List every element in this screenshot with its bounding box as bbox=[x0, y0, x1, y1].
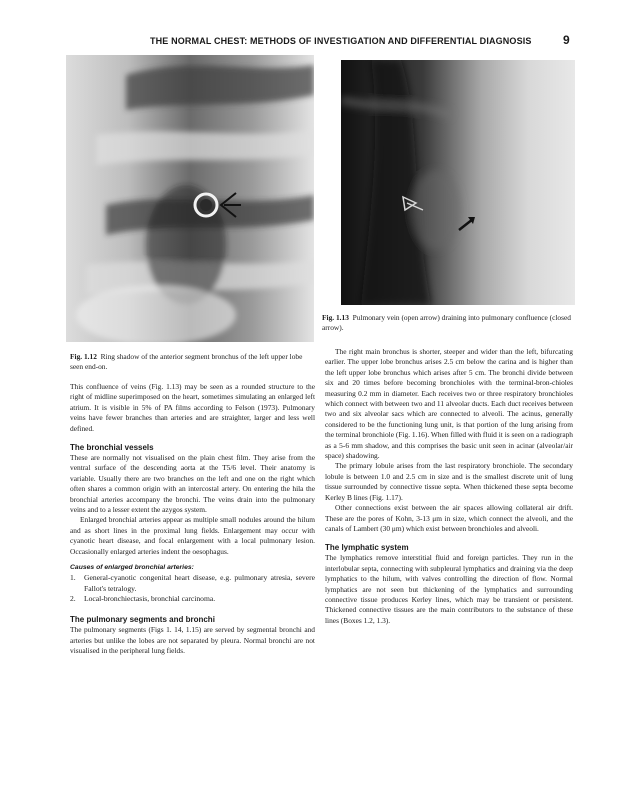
bronchi-paragraph: The right main bronchus is shorter, steeper and wider than the left, bifurcating earlier. The upper lobe bronchus arises 2.5 cm below the carina and is higher than the left upper lobe bronchus which arises after 5 cm. The bronchi divide between six and 20 times before becoming bronchioles with the terminal-bron-chioles measuring 0.2 mm in diameter. Each receives two or three respiratory bronchioles which connect with between two and 11 alveolar ducts. Each duct receives between two and six alveolar sacs which are connected to alveoli. The acinus, generally considered to be the functioning lung unit, is that portion of the lung arising from the terminal bronchiole (Fig. 1.16). When filled with fluid it is seen on a radiograph as a 5-6 mm shadow, and this comprises the basic unit seen in acinar (alveolar/air space) shadowing. bbox=[325, 347, 573, 461]
radiograph-image-1-13 bbox=[341, 60, 575, 305]
lymphatic-system-paragraph: The lymphatics remove interstitial fluid and foreign particles. They run in the interlobular septa, connecting with subpleural lymphatics and draining via the deep lymphatics to the hilum, with valves controlling the direction of flow. Normal lymphatics are not seen but thickening of the lymphatics and surrounding connective tissue produces Kerley lines, which may be transient or persistent. Thickened connective tissues are the main contributors to the substance of these lines (Boxes 1.2, 1.3). bbox=[325, 553, 573, 625]
list-item-number: 2. bbox=[70, 593, 76, 603]
list-item-text: General-cyanotic congenital heart disease, e.g. pulmonary atresia, severe Fallot's tetralogy. bbox=[84, 573, 315, 593]
bronchial-vessels-paragraph-1: These are normally not visualised on the plain chest film. They arise from the ventral surface of the descending aorta at the T5/6 level. Their anatomy is variable. Usually there are two branches on the left and one on the right which often shares a common origin with an intercostal artery. On entering the hila the bronchial arteries accompany the bronchi. The veins drain into the pulmonary veins and to a lesser extent the azygos system. bbox=[70, 453, 315, 515]
list-item bbox=[70, 594, 315, 604]
bronchial-vessels-heading: The bronchial vessels bbox=[70, 443, 154, 453]
collateral-air-drift-paragraph: Other connections exist between the air spaces allowing collateral air drift. These are the pores of Kohn, 3-13 μm in size, which connect the alveoli, and the canals of Lambert (30 μm) which exist between bronchioles and alveoli. bbox=[325, 503, 573, 533]
radiograph-image-1-12 bbox=[66, 55, 314, 342]
figure-1-13-caption-text: Pulmonary vein (open arrow) draining into pulmonary confluence (closed arrow). bbox=[322, 313, 571, 332]
figure-1-12-caption-text: Ring shadow of the anterior segment bronchus of the left upper lobe seen end-on. bbox=[70, 352, 303, 371]
figure-1-13-caption bbox=[322, 313, 578, 333]
list-item bbox=[70, 573, 315, 594]
lobule-paragraph: The primary lobule arises from the last respiratory bronchiole. The secondary lobule is between 1.0 and 2.5 cm in size and is the smallest discrete unit of lung tissue surrounded by connective tissue septa. When thickened these septa become Kerley B lines (Fig. 1.17). bbox=[325, 461, 573, 502]
lymphatic-system-heading: The lymphatic system bbox=[325, 543, 409, 553]
figure-1-12-caption bbox=[70, 352, 316, 372]
left-column bbox=[70, 382, 315, 657]
causes-list bbox=[70, 573, 315, 604]
list-item-number: 1. bbox=[70, 573, 76, 583]
pulmonary-segments-heading: The pulmonary segments and bronchi bbox=[70, 615, 215, 625]
right-column bbox=[325, 347, 573, 626]
page-number: 9 bbox=[563, 33, 570, 47]
veins-confluence-paragraph: This confluence of veins (Fig. 1.13) may be seen as a rounded structure to the right of midline superimposed on the heart, sometimes simulating an enlarged left atrium. It is visible in 5% of PA films according to Felson (1973). Pulmonary veins have fewer branches than arteries and are straighter, larger and less well defined. bbox=[70, 382, 315, 433]
figure-1-12-radiograph bbox=[66, 55, 314, 342]
causes-heading: Causes of enlarged bronchial arteries: bbox=[70, 564, 194, 572]
figure-1-12-label: Fig. 1.12 bbox=[70, 352, 97, 361]
running-header: THE NORMAL CHEST: METHODS OF INVESTIGATION AND DIFFERENTIAL DIAGNOSIS bbox=[150, 36, 532, 46]
figure-1-13-radiograph bbox=[341, 60, 575, 305]
pulmonary-segments-paragraph: The pulmonary segments (Figs 1. 14, 1.15) are served by segmental bronchi and arteries but unlike the lobes are not separated by pleura. Normal bronchi are not visualised in the peripheral lung fields. bbox=[70, 625, 315, 656]
bronchial-vessels-paragraph-2: Enlarged bronchial arteries appear as multiple small nodules around the hilum and as short lines in the proximal lung fields. Enlargement may occur with cyanotic heart disease, and focal enlargement with a local pulmonary lesion. Occasionally enlarged arteries indent the oesophagus. bbox=[70, 515, 315, 556]
figure-1-13-label: Fig. 1.13 bbox=[322, 313, 349, 322]
list-item-text: Local-bronchiectasis, bronchial carcinoma. bbox=[84, 593, 216, 603]
